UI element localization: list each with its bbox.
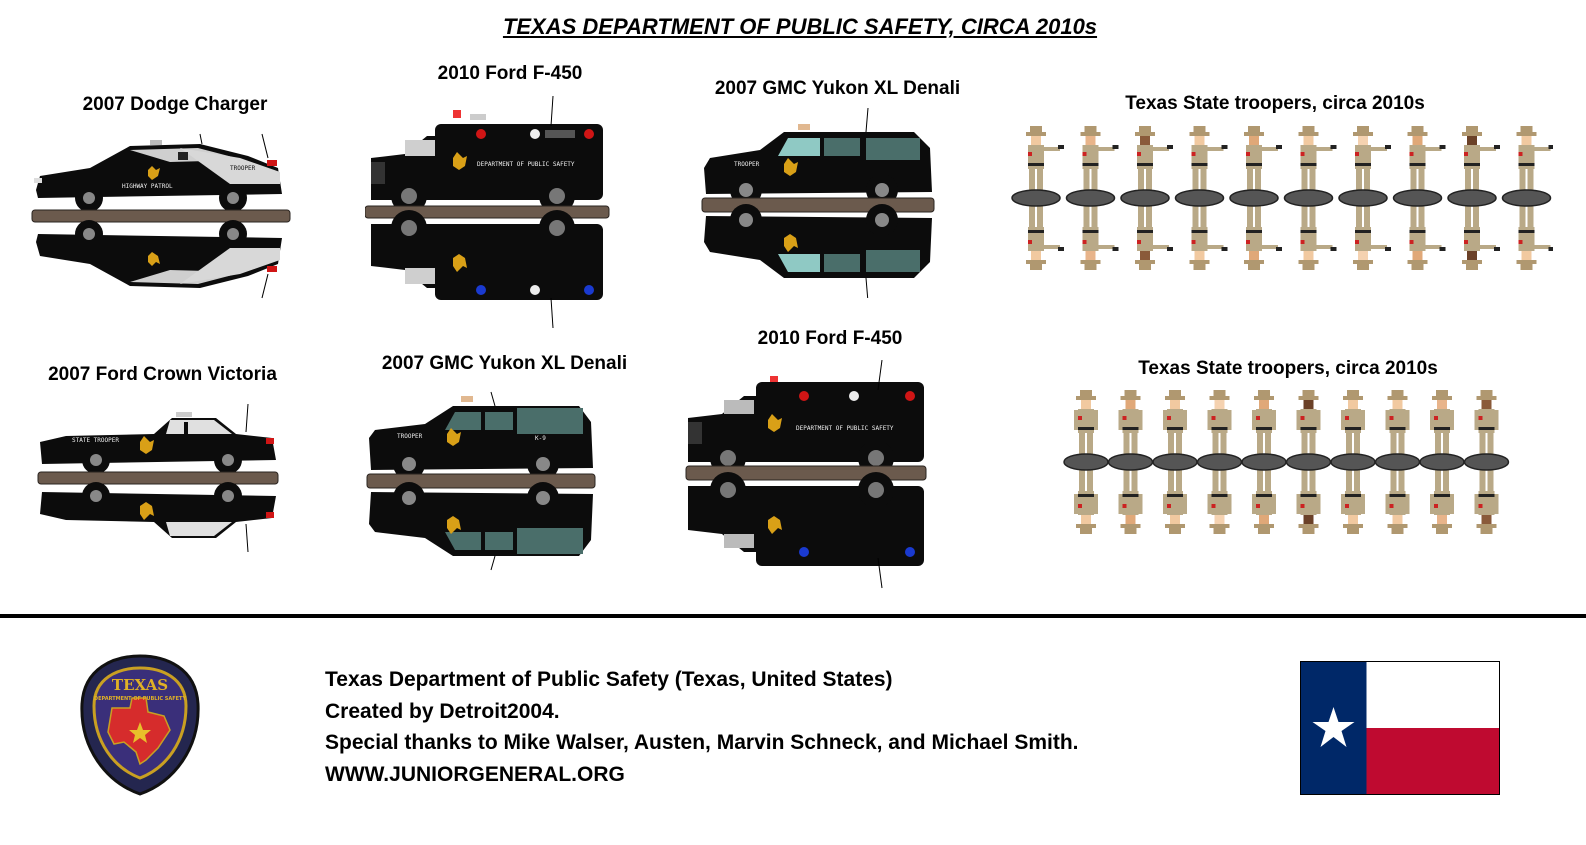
gmc-yukon-k9-figure: [365, 388, 597, 586]
trooper-figure: [1376, 390, 1420, 534]
texas-dps-badge-icon: [78, 652, 202, 798]
trooper-figure: [1420, 390, 1464, 534]
trooper-figure: [1465, 390, 1509, 534]
credits-line-author: Created by Detroit2004.: [325, 699, 560, 723]
svg-text:STATE TROOPER: STATE TROOPER: [72, 437, 119, 444]
credits-line-title: Texas Department of Public Safety (Texas, United States): [325, 668, 893, 691]
trooper-figure: [1153, 390, 1197, 534]
trooper-label-standing: Texas State troopers, circa 2010s: [1138, 358, 1438, 379]
troopers-standing-group: [1062, 384, 1522, 545]
svg-text:TROOPER: TROOPER: [397, 433, 423, 440]
trooper-figure: [1503, 126, 1554, 270]
svg-text:DEPARTMENT OF PUBLIC SAFETY: DEPARTMENT OF PUBLIC SAFETY: [477, 161, 575, 168]
page-title: TEXAS DEPARTMENT OF PUBLIC SAFETY, CIRCA 2010s: [502, 14, 1098, 39]
trooper-figure: [1285, 126, 1337, 270]
svg-text:TROOPER: TROOPER: [734, 161, 760, 168]
svg-text:HIGHWAY PATROL: HIGHWAY PATROL: [122, 183, 173, 190]
badge-text-top: TEXAS: [111, 676, 169, 694]
troopers-aiming-group: [1008, 122, 1553, 279]
trooper-figure: [1242, 390, 1286, 534]
trooper-figure: [1331, 390, 1375, 534]
trooper-figure: [1198, 390, 1242, 534]
texas-flag-icon: [1300, 661, 1500, 795]
trooper-figure: [1109, 390, 1153, 534]
vehicle-label-ford-f450-top: 2010 Ford F-450: [437, 63, 583, 84]
credits-line-website[interactable]: WWW.JUNIORGENERAL.ORG: [325, 762, 625, 786]
trooper-figure: [1067, 126, 1119, 270]
vehicle-label-yukon-k9: 2007 GMC Yukon XL Denali: [381, 353, 628, 374]
svg-text:K-9: K-9: [535, 435, 546, 442]
vehicle-label-yukon-top: 2007 GMC Yukon XL Denali: [714, 78, 961, 99]
svg-text:TROOPER: TROOPER: [230, 165, 256, 172]
trooper-figure: [1176, 126, 1228, 270]
svg-text:DEPARTMENT OF PUBLIC SAFETY: DEPARTMENT OF PUBLIC SAFETY: [796, 425, 894, 432]
trooper-figure: [1339, 126, 1391, 270]
credits-line-thanks: Special thanks to Mike Walser, Austen, Marvin Schneck, and Michael Smith.: [325, 731, 1079, 754]
vehicle-label-ford-f450-bottom: 2010 Ford F-450: [757, 328, 903, 349]
crown-victoria-figure: [36, 398, 280, 560]
trooper-figure: [1012, 126, 1064, 270]
trooper-figure: [1287, 390, 1331, 534]
dodge-charger-figure: [30, 128, 292, 304]
ford-f450-top-figure: [365, 96, 611, 328]
badge-text-ring: DEPARTMENT OF PUBLIC SAFETY: [93, 696, 187, 702]
trooper-figure: [1121, 126, 1173, 270]
trooper-figure: [1394, 126, 1446, 270]
troopers-aiming-figure: [1008, 122, 1553, 274]
trooper-figure: [1064, 390, 1108, 534]
trooper-figure: [1448, 126, 1500, 270]
vehicle-label-dodge-charger: 2007 Dodge Charger: [82, 94, 268, 115]
troopers-standing-figure: [1062, 384, 1522, 540]
gmc-yukon-top-figure: [700, 108, 936, 298]
vehicle-label-crown-victoria: 2007 Ford Crown Victoria: [48, 364, 277, 385]
section-divider: [0, 614, 1586, 618]
credits-block: [325, 664, 1079, 790]
trooper-label-aiming: Texas State troopers, circa 2010s: [1125, 93, 1425, 114]
ford-f450-bottom-figure: [684, 360, 928, 592]
trooper-figure: [1230, 126, 1282, 270]
